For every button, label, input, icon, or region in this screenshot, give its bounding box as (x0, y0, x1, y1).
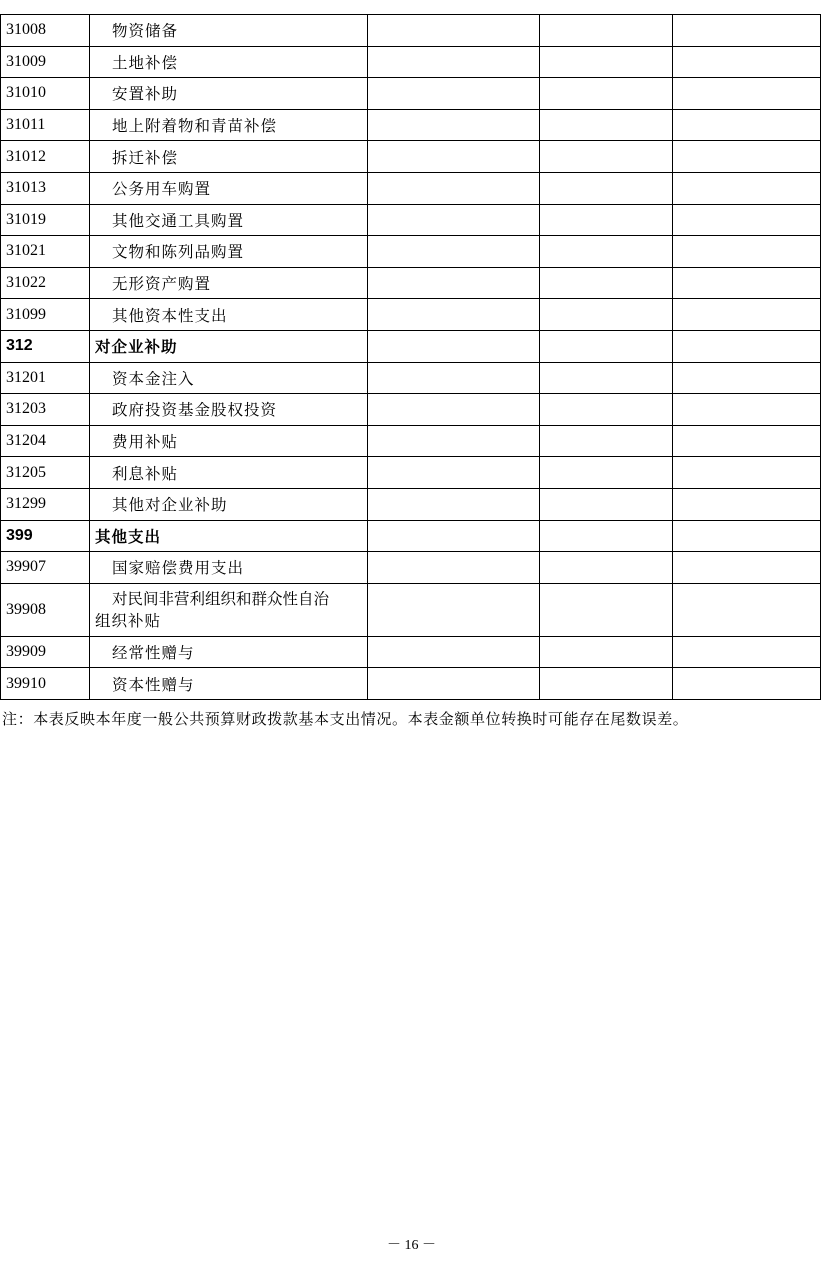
value-cell (540, 488, 673, 520)
table-row (1, 299, 821, 331)
row-name: 资本性赠与 (90, 668, 368, 700)
value-cell (540, 236, 673, 268)
value-cell (368, 394, 540, 426)
row-code: 39907 (1, 552, 90, 584)
row-name-line-2: 组织补贴 (95, 611, 162, 630)
row-code: 31008 (1, 15, 90, 47)
value-cell (540, 362, 673, 394)
value-cell (673, 267, 821, 299)
row-code: 31011 (1, 109, 90, 141)
value-cell (673, 78, 821, 110)
value-cell (673, 330, 821, 362)
table-row (1, 636, 821, 668)
value-cell (673, 141, 821, 173)
value-cell (368, 668, 540, 700)
row-name: 其他资本性支出 (90, 299, 368, 331)
value-cell (368, 172, 540, 204)
value-cell (368, 109, 540, 141)
value-cell (540, 457, 673, 489)
row-name: 国家赔偿费用支出 (90, 552, 368, 584)
row-name: 利息补贴 (90, 457, 368, 489)
row-code: 39910 (1, 668, 90, 700)
value-cell (540, 204, 673, 236)
value-cell (673, 520, 821, 552)
table-row (1, 425, 821, 457)
row-code: 31022 (1, 267, 90, 299)
row-code: 31299 (1, 488, 90, 520)
value-cell (540, 46, 673, 78)
row-code: 31203 (1, 394, 90, 426)
table-row (1, 172, 821, 204)
row-code: 39908 (1, 583, 90, 636)
value-cell (368, 46, 540, 78)
row-name-line-1: 对民间非营利组织和群众性自治 (112, 589, 330, 608)
value-cell (673, 668, 821, 700)
value-cell (540, 267, 673, 299)
value-cell (673, 457, 821, 489)
value-cell (673, 299, 821, 331)
value-cell (673, 394, 821, 426)
category-name: 对企业补助 (90, 330, 368, 362)
value-cell (368, 15, 540, 47)
category-code: 399 (1, 520, 90, 552)
row-name: 地上附着物和青苗补偿 (90, 109, 368, 141)
table-row (1, 204, 821, 236)
row-code: 31205 (1, 457, 90, 489)
row-code: 31009 (1, 46, 90, 78)
value-cell (540, 394, 673, 426)
value-cell (540, 583, 673, 636)
category-name: 其他支出 (90, 520, 368, 552)
value-cell (673, 46, 821, 78)
table-row (1, 552, 821, 584)
row-name: 无形资产购置 (90, 267, 368, 299)
row-name: 土地补偿 (90, 46, 368, 78)
table-note: 注：本表反映本年度一般公共预算财政拨款基本支出情况。本表金额单位转换时可能存在尾数误差。 (2, 710, 689, 728)
value-cell (673, 488, 821, 520)
value-cell (540, 425, 673, 457)
value-cell (673, 236, 821, 268)
row-name: 其他交通工具购置 (90, 204, 368, 236)
category-code: 312 (1, 330, 90, 362)
value-cell (673, 583, 821, 636)
row-code: 31019 (1, 204, 90, 236)
table-row-category (1, 330, 821, 362)
row-code: 31013 (1, 172, 90, 204)
row-name: 政府投资基金股权投资 (90, 394, 368, 426)
value-cell (540, 141, 673, 173)
row-code: 31099 (1, 299, 90, 331)
row-code: 31012 (1, 141, 90, 173)
value-cell (673, 552, 821, 584)
table-row (1, 267, 821, 299)
value-cell (540, 15, 673, 47)
table-row (1, 488, 821, 520)
table-row (1, 141, 821, 173)
value-cell (368, 425, 540, 457)
row-name (90, 583, 368, 636)
value-cell (673, 15, 821, 47)
value-cell (368, 583, 540, 636)
value-cell (540, 78, 673, 110)
table-row (1, 78, 821, 110)
row-name: 物资储备 (90, 15, 368, 47)
value-cell (673, 425, 821, 457)
row-name: 拆迁补偿 (90, 141, 368, 173)
value-cell (368, 552, 540, 584)
value-cell (540, 668, 673, 700)
row-code: 31201 (1, 362, 90, 394)
table-row (1, 15, 821, 47)
value-cell (368, 299, 540, 331)
table-row (1, 457, 821, 489)
value-cell (540, 520, 673, 552)
row-name: 费用补贴 (90, 425, 368, 457)
value-cell (540, 552, 673, 584)
expenditure-table (0, 14, 821, 700)
value-cell (540, 330, 673, 362)
value-cell (540, 172, 673, 204)
value-cell (540, 109, 673, 141)
row-code: 31204 (1, 425, 90, 457)
row-code: 39909 (1, 636, 90, 668)
table-row (1, 583, 821, 636)
row-name: 公务用车购置 (90, 172, 368, 204)
value-cell (368, 362, 540, 394)
table-row (1, 394, 821, 426)
value-cell (368, 78, 540, 110)
table-row (1, 668, 821, 700)
row-name: 资本金注入 (90, 362, 368, 394)
table-row-category (1, 520, 821, 552)
row-code: 31010 (1, 78, 90, 110)
value-cell (368, 330, 540, 362)
value-cell (368, 457, 540, 489)
table-row (1, 109, 821, 141)
value-cell (368, 267, 540, 299)
value-cell (540, 636, 673, 668)
value-cell (368, 236, 540, 268)
value-cell (368, 636, 540, 668)
row-name: 经常性赠与 (90, 636, 368, 668)
value-cell (368, 488, 540, 520)
value-cell (540, 299, 673, 331)
value-cell (673, 636, 821, 668)
value-cell (368, 141, 540, 173)
table-row (1, 362, 821, 394)
table-row (1, 46, 821, 78)
row-name: 其他对企业补助 (90, 488, 368, 520)
value-cell (673, 109, 821, 141)
value-cell (673, 362, 821, 394)
row-name: 安置补助 (90, 78, 368, 110)
value-cell (368, 204, 540, 236)
row-name: 文物和陈列品购置 (90, 236, 368, 268)
value-cell (673, 204, 821, 236)
row-code: 31021 (1, 236, 90, 268)
table-row (1, 236, 821, 268)
value-cell (673, 172, 821, 204)
value-cell (368, 520, 540, 552)
page-number: － 16 － (387, 1238, 436, 1253)
